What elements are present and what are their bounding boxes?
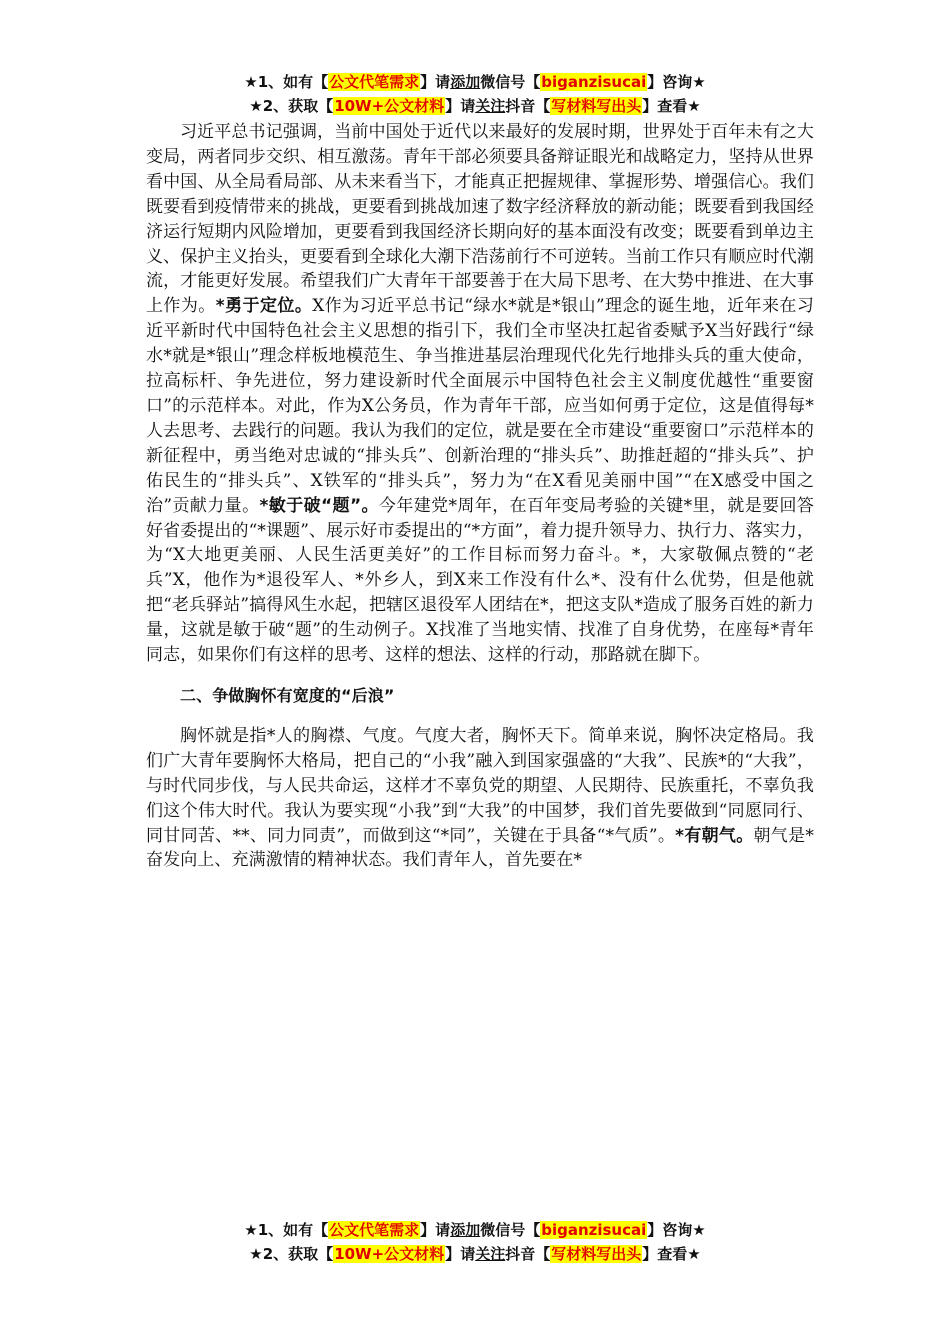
bold-phrase-vigor: *有朝气。 [675,825,754,846]
promo-line-1: ★1、如有【公文代笔需求】请添加微信号【biganzisucai】咨询★ [244,1221,706,1239]
document-body [146,120,814,873]
bold-phrase-positioning: *勇于定位。 [215,296,313,317]
paragraph-1: 习近平总书记强调，当前中国处于近代以来最好的发展时期，世界处于百年未有之大变局，两者同步交织、相互激荡。青年干部必须要具备辩证眼光和战略定力，坚持从世界看中国、从全局看局部、从未来看当下，才能真正把握规律、掌握形势、增强信心。我们既要看到疫情带来的挑战，更要看到挑战加速了数字经济释放的新动能；既要看到我国经济运行短期内风险增加，更要看到我国经济长期向好的基本面没有改变；既要看到单边主义、保护主义抬头，更要看到全球化大潮下浩荡前行不可逆转。当前工作只有顺应时代潮流，才能更好发展。希望我们广大青年干部要善于在大局下思考、在大势中推进、在大事上作为。*勇于定位。X作为习近平总书记“绿水*就是*银山”理念的诞生地，近年来在习近平新时代中国特色社会主义思想的指引下，我们全市坚决扛起省委赋予X当好践行“绿水*就是*银山”理念样板地模范生、争当推进基层治理现代化先行地排头兵的重大使命，拉高标杆、争先进位，努力建设新时代全面展示中国特色社会主义制度优越性“重要窗口”的示范样本。对此，作为X公务员，作为青年干部，应当如何勇于定位，这是值得每*人去思考、去践行的问题。我认为我们的定位，就是要在全市建设“重要窗口”示范样本的新征程中，勇当绝对忠诚的“排头兵”、创新治理的“排头兵”、助推赶超的“排头兵”、护佑民生的“排头兵”、X铁军的“排头兵”，努力为“在X看见美丽中国”“在X感受中国之治”贡献力量。*敏于破“题”。今年建党*周年，在百年变局考验的关键*里，就是要回答好省委提出的“*课题”、展示好市委提出的“*方面”，着力提升领导力、执行力、落实力，为“X大地更美丽、人民生活更美好”的工作目标而努力奋斗。*，大家敬佩点赞的“老兵”X，他作为*退役军人、*外乡人，到X来工作没有什么*、没有什么优势，但是他就把“老兵驿站”搞得风生水起，把辖区退役军人团结在*，把这支队*造成了服务百姓的新力量，这就是敏于破“题”的生动例子。X找准了当地实情、找准了自身优势，在座每*青年同志，如果你们有这样的思考、这样的想法、这样的行动，那路就在脚下。 [146,122,814,666]
highlight-ghostwriting: 公文代笔需求 [329,73,420,91]
highlight-wechat-id: biganzisucai [541,73,647,91]
highlight-douyin: 写材料写出头 [551,97,642,115]
promo-banner-top [0,70,950,118]
highlight-ghostwriting: 公文代笔需求 [329,1221,420,1239]
highlight-wechat-id: biganzisucai [541,1221,647,1239]
promo-line-2: ★2、获取【10W+公文材料】请关注抖音【写材料写出头】查看★ [249,1245,701,1263]
promo-banner-bottom [0,1218,950,1266]
bold-phrase-problem: *敏于破“题”。 [259,495,379,516]
paragraph-2: 胸怀就是指*人的胸襟、气度。气度大者，胸怀天下。简单来说，胸怀决定格局。我们广大青年要胸怀大格局，把自己的“小我”融入到国家强盛的“大我”、民族*的“大我”，与时代同步伐，与人民共命运，这样才不辜负党的期望、人民期待、民族重托，不辜负我们这个伟大时代。我认为要实现“小我”到“大我”的中国梦，我们首先要做到“同愿同行、同甘同苦、**、同力同责”，而做到这“*同”，关键在于具备“*气质”。*有朝气。朝气是*奋发向上、充满激情的精神状态。我们青年人，首先要在* [146,725,814,871]
promo-line-1: ★1、如有【公文代笔需求】请添加微信号【biganzisucai】咨询★ [244,73,706,91]
section-heading-2: 二、争做胸怀有宽度的“后浪” [180,685,395,705]
highlight-douyin: 写材料写出头 [551,1245,642,1263]
highlight-materials: 10W+公文材料 [334,97,445,115]
promo-line-2: ★2、获取【10W+公文材料】请关注抖音【写材料写出头】查看★ [249,97,701,115]
highlight-materials: 10W+公文材料 [334,1245,445,1263]
